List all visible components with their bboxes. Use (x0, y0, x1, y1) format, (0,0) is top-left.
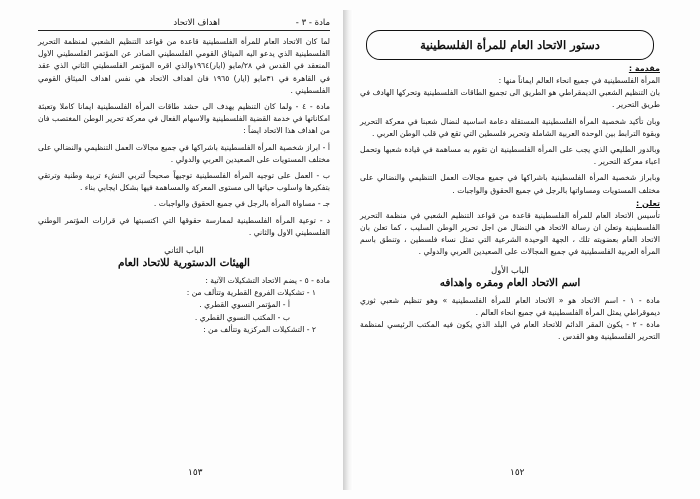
page-number: ١٥٢ (510, 468, 525, 478)
section-label: الباب الأول (491, 264, 529, 275)
paragraph: وبالدور الطليعي الذي يجب على المرأة الفلسطينية ان تقوم به مساهمة في قيادة شعبها وتحمل اعباء معركة التحرير . (360, 145, 660, 167)
article-5: مادة - ٥ - يضم الاتحاد التشكيلات الآتية : (205, 276, 330, 286)
announce-label: تعلن : (636, 198, 660, 208)
book-spine (343, 10, 353, 490)
page-header (38, 14, 330, 36)
section-title: اسم الاتحاد العام ومقره واهدافه (439, 276, 581, 289)
header-rule (38, 30, 330, 31)
article: مادة - ٢ - يكون المقر الدائم للاتحاد العام في البلد الذي يكون فيه المكتب الرئيسي لمنظمة التحرير الفلسطينية وهو القدس . (360, 320, 661, 342)
list-item: ١ - تشكيلات الفروع القطرية وتتألف من : (186, 288, 316, 298)
header-article: مادة - ٣ - (295, 18, 330, 28)
intro-label: مقدمة : (628, 64, 660, 73)
page-number: ١٥٣ (188, 468, 203, 478)
list-item: ب - العمل على توجيه المرأة الفلسطينية توجيهاً صحيحاً لتربي النشء تربية وطنية وترتقي بتفكيرها واسلوب حياتها الى مستوى المعركة والمساهمة فيها بشكل ايجابي بناء . (38, 171, 330, 193)
list-item: د - توعية المرأة الفلسطينية لممارسة حقوقها التي اكتسبتها في قرارات المؤتمر الوطني الفلسطيني الاول والثاني . (38, 215, 330, 237)
paragraph: لما كان الاتحاد العام للمرأة الفلسطينية قاعدة من قواعد التنظيم الشعبي لمنظمة التحرير الفلسطينية الذي يدعو اليه الميثاق القومي الفلسطيني الصادر عن المؤتمر الفلسطيني الاول المنعقد في القدس في ٢٨/مايو (ايار)١٩٦٤والذي اقره المؤتمر الفلسطيني الثاني الذي عقد في القاهرة في ٣١مايو (ايار) ١٩٦٥ فان اهداف الاتحاد هي نفس اهداف الميثاق القومي الفلسطيني . (38, 37, 331, 95)
paragraph: وبان تأكيد شخصية المرأة الفلسطينية المستقلة دعامة اساسية لنضال شعبنا في معركة التحرير وبقوة الترابط بين الوحدة العربية الشاملة وتحرير فلسطين التي تقع في قلب الوطن العربي . (360, 116, 660, 138)
section-label: الباب الثاني (164, 245, 204, 256)
document-title: دستور الاتحاد العام للمرأة الفلسطينية (366, 30, 654, 60)
paragraph: وبابراز شخصية المرأة الفلسطينية باشراكها في جميع مجالات العمل التنظيمي والنضالي على مختلف المستويات ومساواتها بالرجل في جميع الحقوق والواجبات . (360, 173, 660, 195)
list-item: جـ - مساواة المرأة بالرجل في جميع الحقوق والواجبات . (153, 199, 330, 209)
paragraph: بان التنظيم الشعبي الديمقراطي هو الطريق الى تجميع الطاقات الفلسطينية وتحركها الهادف في طريق التحرير . (360, 88, 660, 110)
announce-text: تأسيس الاتحاد العام للمرأة الفلسطينية قاعدة من قواعد التنظيم الشعبي في منظمة التحرير الفلسطينية وتعلن ان رسالة الاتحاد هي النضال من اجل تحرير الوطن السليب ، كما تعلن بان الاتحاد العام بعضويته تلك ، الجهة الوحيدة الشرعية التي تمثل نساء فلسطين ، وتنطق باسم المرأة العربية الفلسطينية في جميع المجالات على الصعيدين العربي والدولي . (360, 210, 660, 257)
header-title: اهداف الاتحاد (173, 18, 220, 28)
paragraph: مادة - ٤ - ولما كان التنظيم يهدف الى حشد طاقات المرأة الفلسطينية ايمانا كاملا وتعبئة امكاناتها في خدمة القضية الفلسطينية والاسهام الفعال في معركة تحرير الوطن المغتصب فان من اهداف هذا الاتحاد ايضاً : (38, 102, 330, 136)
article: مادة - ١ - اسم الاتحاد هو « الاتحاد العام للمرأة الفلسطينية » وهو تنظيم شعبي ثوري ديموقراطي يمثل المرأة الفلسطينية في جميع انحاء العالم . (360, 295, 661, 317)
list-item: ب - المكتب النسوي القطري . (194, 312, 290, 322)
section-title: الهيئات الدستورية للاتحاد العام (118, 257, 250, 270)
list-item: أ - ابراز شخصية المرأة الفلسطينية باشراكها في جميع مجالات العمل التنظيمي والنضالي على مختلف المستويات على الصعيدين العربي والدولي . (38, 142, 330, 164)
list-item: أ - المؤتمر النسوي القطري . (199, 300, 290, 310)
right-page (360, 14, 660, 488)
paragraph: المرأة الفلسطينية في جميع انحاء العالم ايماناً منها : (498, 76, 660, 85)
left-page (38, 14, 330, 488)
list-item: ٢ - التشكيلات المركزية وتتألف من : (203, 324, 316, 334)
